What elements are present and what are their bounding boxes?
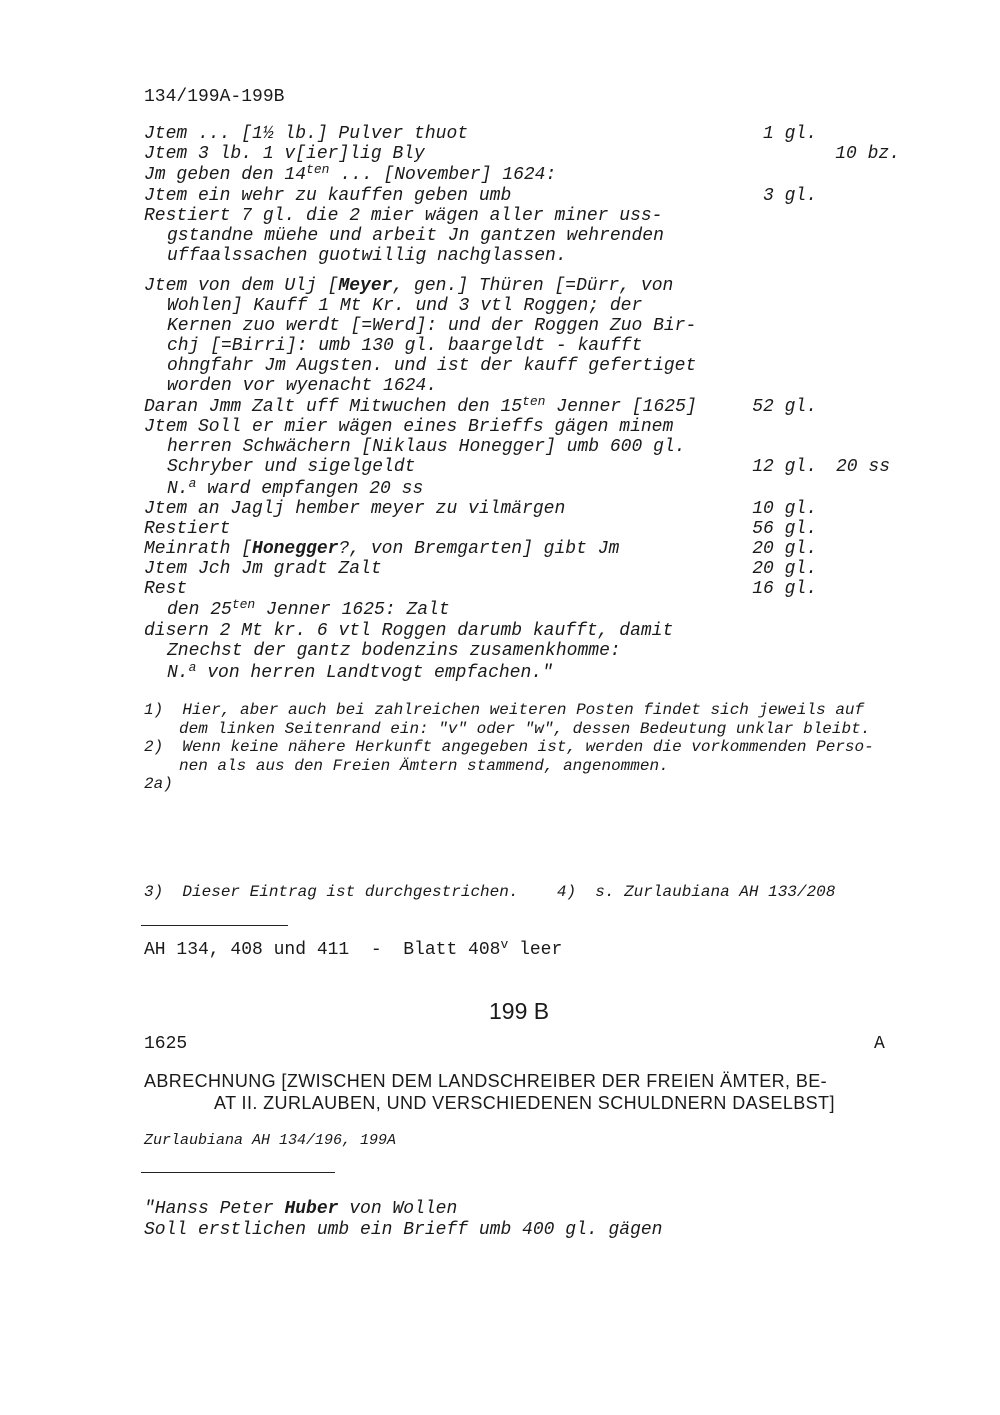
footnote-line xyxy=(179,757,669,775)
entry-line xyxy=(144,144,425,164)
text-segment: ward empfangen 20 ss xyxy=(196,479,424,499)
page-reference: 134/199A-199B xyxy=(144,87,285,107)
entry-line xyxy=(144,186,511,206)
entry-line xyxy=(167,660,553,683)
text-segment: Jm geben den 14 xyxy=(144,165,307,185)
quote-line-1 xyxy=(144,1199,457,1219)
text-segment: 2) Wenn keine nähere Herkunft angegeben ist, werden die vorkommenden Perso- xyxy=(144,738,874,756)
entry-line xyxy=(167,356,696,376)
amount-gulden: 20 gl. xyxy=(752,559,817,579)
source-note-sup: v xyxy=(500,937,509,952)
text-segment: 3) Dieser Eintrag ist durchgestrichen. 4) s. Zurlaubiana AH 133/208 xyxy=(144,883,836,901)
amount-gulden: 16 gl. xyxy=(752,579,817,599)
amount-gulden: 12 gl. xyxy=(752,457,817,477)
amount-gulden: 3 gl. xyxy=(762,186,817,206)
entry-line xyxy=(167,296,642,316)
footnote-line xyxy=(179,720,870,738)
entry-line xyxy=(167,336,642,356)
divider xyxy=(141,925,288,926)
text-segment: Meinrath [ xyxy=(144,539,253,559)
text-segment: dem linken Seitenrand ein: "v" oder "w", dessen Bedeutung unklar bleibt. xyxy=(179,720,871,738)
text-segment: Kernen zuo werdt [=Werd]: und der Roggen Zuo Bir- xyxy=(167,316,697,336)
superscript: ten xyxy=(231,597,256,612)
entry-line xyxy=(167,476,424,499)
document-letter: A xyxy=(874,1034,885,1054)
superscript: a xyxy=(188,660,197,675)
divider xyxy=(141,1172,335,1173)
text-segment: Wohlen] Kauff 1 Mt Kr. und 3 vtl Roggen; der xyxy=(167,296,643,316)
entry-line xyxy=(144,124,468,144)
source-note xyxy=(144,937,563,960)
text-segment: herren Schwächern [Niklaus Honegger] umb 600 gl. xyxy=(167,437,686,457)
text-segment: Schryber und sigelgeldt xyxy=(167,457,416,477)
text-segment: Jtem an Jaglj hember meyer zu vilmärgen xyxy=(144,499,566,519)
entry-line xyxy=(144,519,230,539)
quote-text-end: von Wollen xyxy=(338,1199,458,1219)
text-segment: Znechst der gantz bodenzins zusamenkhomme: xyxy=(167,641,621,661)
entry-line xyxy=(144,206,662,226)
entry-line xyxy=(144,162,557,185)
text-segment: 2a) xyxy=(144,775,173,793)
entry-line xyxy=(167,597,450,620)
text-segment: Jtem Soll er mier wägen eines Brieffs gägen minem xyxy=(144,417,674,437)
document-source: Zurlaubiana AH 134/196, 199A xyxy=(144,1132,397,1149)
entry-line xyxy=(167,316,696,336)
superscript: ten xyxy=(306,162,330,177)
footnote-line xyxy=(144,738,874,756)
text-segment: 1) Hier, aber auch bei zahlreichen weiteren Posten findet sich jeweils auf xyxy=(144,701,865,719)
superscript: ten xyxy=(522,394,546,409)
amount-gulden: 52 gl. xyxy=(752,397,817,417)
text-segment: ?, von Bremgarten] gibt Jm xyxy=(338,539,620,559)
text-segment: Restiert xyxy=(144,519,231,539)
entry-line xyxy=(144,417,673,437)
amount-gulden: 20 gl. xyxy=(752,539,817,559)
entry-line xyxy=(167,457,415,477)
bold-name: Honegger xyxy=(252,539,339,559)
amount-secondary: 20 ss xyxy=(835,457,890,477)
source-note-text-end: leer xyxy=(508,940,563,960)
text-segment: Daran Jmm Zalt uff Mitwuchen den 15 xyxy=(144,397,523,417)
text-segment: worden vor wyenacht 1624. xyxy=(167,376,438,396)
quote-line-2: Soll erstlichen umb ein Brieff umb 400 gl. gägen xyxy=(144,1220,663,1240)
entry-line xyxy=(144,559,382,579)
amount-secondary: 10 bz. xyxy=(835,144,900,164)
text-segment: nen als aus den Freien Ämtern stammend, angenommen. xyxy=(179,757,669,775)
text-segment: Restiert 7 gl. die 2 mier wägen aller miner uss- xyxy=(144,206,663,226)
amount-gulden: 10 gl. xyxy=(752,499,817,519)
entry-line xyxy=(167,437,685,457)
text-segment: Jtem Jch Jm gradt Zalt xyxy=(144,559,382,579)
entry-line xyxy=(167,641,621,661)
text-segment: von herren Landtvogt empfachen." xyxy=(196,663,553,683)
text-segment: Jenner 1625: Zalt xyxy=(255,600,450,620)
text-segment: Jenner [1625] xyxy=(545,397,697,417)
document-year: 1625 xyxy=(144,1034,188,1054)
text-segment: Jtem 3 lb. 1 v[ier]lig Bly xyxy=(144,144,425,164)
text-segment: chj [=Birri]: umb 130 gl. baargeldt - kaufft xyxy=(167,336,643,356)
entry-line xyxy=(167,226,664,246)
superscript: a xyxy=(188,476,197,491)
entry-line xyxy=(167,246,567,266)
text-segment: , gen.] Thüren [=Dürr, von xyxy=(392,276,674,296)
bold-name: Meyer xyxy=(338,276,393,296)
entry-line xyxy=(144,579,187,599)
text-segment: uffaalssachen guotwillig nachglassen. xyxy=(167,246,567,266)
text-segment: N. xyxy=(167,479,189,499)
entry-line xyxy=(144,499,565,519)
footnote-line xyxy=(144,701,864,719)
text-segment: Rest xyxy=(144,579,188,599)
text-segment: Jtem ... [1½ lb.] Pulver thuot xyxy=(144,124,469,144)
quote-name-bold: Huber xyxy=(284,1199,339,1219)
entry-line xyxy=(144,539,619,559)
document-title-line-2: AT II. ZURLAUBEN, UND VERSCHIEDENEN SCHULDNERN DASELBST] xyxy=(214,1093,835,1113)
text-segment: ... [November] 1624: xyxy=(329,165,557,185)
text-segment: gstandne müehe und arbeit Jn gantzen wehrenden xyxy=(167,226,664,246)
text-segment: Jtem ein wehr zu kauffen geben umb xyxy=(144,186,512,206)
quote-text: "Hanss Peter xyxy=(144,1199,285,1219)
text-segment: N. xyxy=(167,663,189,683)
footnote-line xyxy=(144,883,835,901)
amount-gulden: 56 gl. xyxy=(752,519,817,539)
amount-gulden: 1 gl. xyxy=(762,124,817,144)
text-segment: ohngfahr Jm Augsten. und ist der kauff gefertiget xyxy=(167,356,697,376)
text-segment: disern 2 Mt kr. 6 vtl Roggen darumb kaufft, damit xyxy=(144,621,674,641)
source-note-text: AH 134, 408 und 411 - Blatt 408 xyxy=(144,940,501,960)
document-title-line-1: ABRECHNUNG [ZWISCHEN DEM LANDSCHREIBER DER FREIEN ÄMTER, BE- xyxy=(144,1071,828,1091)
document-number: 199 B xyxy=(489,998,550,1024)
entry-line xyxy=(144,394,697,417)
entry-line xyxy=(167,376,437,396)
text-segment: Jtem von dem Ulj [ xyxy=(144,276,339,296)
footnote-line xyxy=(144,775,173,793)
entry-line xyxy=(144,276,673,296)
entry-line xyxy=(144,621,673,641)
text-segment: den 25 xyxy=(167,600,232,620)
